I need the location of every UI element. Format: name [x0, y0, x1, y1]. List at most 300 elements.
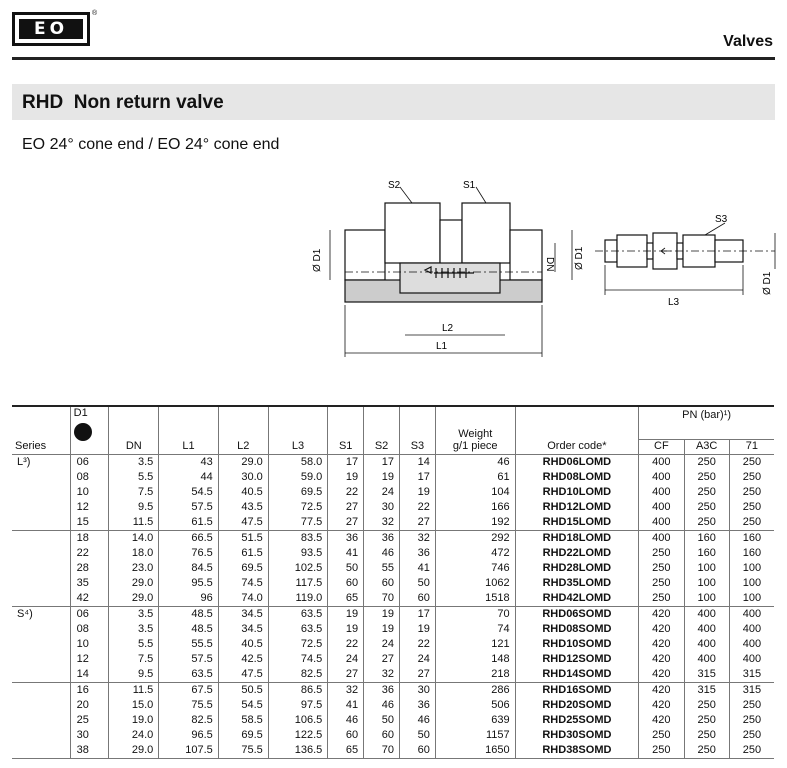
- cell-s2: 55: [364, 561, 400, 576]
- cell-d1: 08: [70, 622, 109, 637]
- cell-pn-cf: 250: [639, 743, 684, 759]
- cell-order-code: RHD38SOMD: [515, 743, 639, 759]
- cell-pn-cf: 400: [639, 531, 684, 547]
- cell-series: [12, 713, 70, 728]
- cell-series: [12, 698, 70, 713]
- cell-order-code: RHD14SOMD: [515, 667, 639, 683]
- cell-d1: 15: [70, 515, 109, 531]
- cell-s2: 17: [364, 455, 400, 471]
- cell-l1: 55.5: [159, 637, 218, 652]
- cell-pn-a3c: 250: [684, 500, 729, 515]
- cell-pn-cf: 400: [639, 485, 684, 500]
- cell-s1: 19: [328, 470, 364, 485]
- logo-text: EO: [19, 19, 83, 39]
- eo-logo: [12, 12, 90, 46]
- cell-s1: 32: [328, 683, 364, 699]
- cell-series: [12, 683, 70, 699]
- cell-weight: 74: [435, 622, 515, 637]
- cell-s1: 27: [328, 515, 364, 531]
- table-row: [12, 485, 774, 500]
- cell-pn-71: 250: [729, 485, 774, 500]
- cell-series: [12, 470, 70, 485]
- cell-dn: 15.0: [109, 698, 159, 713]
- cell-l3: 136.5: [268, 743, 327, 759]
- cell-s3: 27: [400, 667, 436, 683]
- page-title: RHD Non return valve: [22, 92, 224, 113]
- cell-s1: 22: [328, 637, 364, 652]
- cell-pn-71: 250: [729, 728, 774, 743]
- cell-series: [12, 561, 70, 576]
- cell-s2: 70: [364, 743, 400, 759]
- cell-l3: 72.5: [268, 500, 327, 515]
- table-row: [12, 455, 774, 471]
- cell-l1: 48.5: [159, 622, 218, 637]
- cell-l3: 97.5: [268, 698, 327, 713]
- cell-s1: 46: [328, 713, 364, 728]
- cell-pn-a3c: 250: [684, 455, 729, 471]
- cell-dn: 5.5: [109, 637, 159, 652]
- cell-weight: 1650: [435, 743, 515, 759]
- cell-order-code: RHD10SOMD: [515, 637, 639, 652]
- cell-l2: 69.5: [218, 561, 268, 576]
- cell-dn: 9.5: [109, 667, 159, 683]
- cell-l2: 40.5: [218, 637, 268, 652]
- cell-weight: 121: [435, 637, 515, 652]
- cell-l2: 29.0: [218, 455, 268, 471]
- sectional-view: [345, 203, 542, 302]
- cell-pn-cf: 250: [639, 561, 684, 576]
- cell-s2: 36: [364, 683, 400, 699]
- cell-series: [12, 743, 70, 759]
- cell-l2: 50.5: [218, 683, 268, 699]
- cell-d1: 20: [70, 698, 109, 713]
- cell-l2: 47.5: [218, 515, 268, 531]
- cell-order-code: RHD08SOMD: [515, 622, 639, 637]
- cell-order-code: RHD06SOMD: [515, 607, 639, 623]
- cell-order-code: RHD35LOMD: [515, 576, 639, 591]
- cell-series: [12, 667, 70, 683]
- cell-pn-cf: 400: [639, 500, 684, 515]
- cell-series: [12, 500, 70, 515]
- d1-symbol-icon: [74, 423, 92, 441]
- cell-l2: 54.5: [218, 698, 268, 713]
- cell-s1: 27: [328, 667, 364, 683]
- cell-pn-a3c: 100: [684, 561, 729, 576]
- cell-weight: 1062: [435, 576, 515, 591]
- cell-dn: 3.5: [109, 622, 159, 637]
- cell-weight: 506: [435, 698, 515, 713]
- cell-s3: 30: [400, 683, 436, 699]
- cell-s3: 22: [400, 637, 436, 652]
- page-subtitle: EO 24° cone end / EO 24° cone end: [22, 136, 280, 153]
- table-row: [12, 622, 774, 637]
- cell-l3: 102.5: [268, 561, 327, 576]
- cell-d1: 06: [70, 607, 109, 623]
- cell-l1: 43: [159, 455, 218, 471]
- cell-s1: 65: [328, 591, 364, 607]
- cell-s2: 32: [364, 515, 400, 531]
- cell-pn-cf: 420: [639, 607, 684, 623]
- cell-weight: 61: [435, 470, 515, 485]
- cell-s2: 60: [364, 728, 400, 743]
- cell-pn-a3c: 250: [684, 515, 729, 531]
- cell-pn-a3c: 400: [684, 622, 729, 637]
- cell-pn-a3c: 250: [684, 698, 729, 713]
- cell-s3: 22: [400, 500, 436, 515]
- cell-s2: 24: [364, 485, 400, 500]
- cell-l3: 93.5: [268, 546, 327, 561]
- cell-series: L³): [17, 456, 31, 468]
- label-dn: DN: [544, 257, 555, 272]
- cell-dn: 7.5: [109, 652, 159, 667]
- cell-dn: 14.0: [109, 531, 159, 547]
- cell-l1: 96: [159, 591, 218, 607]
- cell-d1: 35: [70, 576, 109, 591]
- cell-dn: 29.0: [109, 591, 159, 607]
- cell-s1: 19: [328, 607, 364, 623]
- cell-l1: 67.5: [159, 683, 218, 699]
- cell-l3: 117.5: [268, 576, 327, 591]
- cell-l3: 58.0: [268, 455, 327, 471]
- cell-d1: 14: [70, 667, 109, 683]
- table-row: [12, 515, 774, 531]
- cell-series: [12, 622, 70, 637]
- cell-d1: 42: [70, 591, 109, 607]
- cell-pn-a3c: 315: [684, 667, 729, 683]
- cell-s1: 60: [328, 576, 364, 591]
- cell-series: [12, 531, 70, 547]
- label-d1-mid: Ø D1: [574, 246, 585, 270]
- cell-pn-a3c: 250: [684, 470, 729, 485]
- title-bar: [12, 84, 775, 120]
- cell-pn-cf: 400: [639, 470, 684, 485]
- cell-l3: 83.5: [268, 531, 327, 547]
- cell-d1: 12: [70, 652, 109, 667]
- cell-s1: 24: [328, 652, 364, 667]
- label-d1-right: Ø D1: [762, 271, 773, 295]
- cell-weight: 70: [435, 607, 515, 623]
- cell-l2: 58.5: [218, 713, 268, 728]
- cell-l1: 61.5: [159, 515, 218, 531]
- cell-l2: 34.5: [218, 622, 268, 637]
- cell-d1: 16: [70, 683, 109, 699]
- cell-order-code: RHD10LOMD: [515, 485, 639, 500]
- label-s1: S1: [463, 180, 476, 191]
- col-cf: CF: [639, 440, 684, 455]
- cell-s1: 41: [328, 698, 364, 713]
- table-row: [12, 561, 774, 576]
- cell-d1: 18: [70, 531, 109, 547]
- cell-pn-cf: 420: [639, 622, 684, 637]
- label-l1: L1: [436, 341, 448, 352]
- cell-s2: 27: [364, 652, 400, 667]
- cell-order-code: RHD06LOMD: [515, 455, 639, 471]
- cell-s2: 50: [364, 713, 400, 728]
- cell-order-code: RHD15LOMD: [515, 515, 639, 531]
- cell-pn-71: 100: [729, 576, 774, 591]
- cell-pn-cf: 250: [639, 728, 684, 743]
- cell-pn-71: 400: [729, 607, 774, 623]
- col-pn: PN (bar)¹): [639, 406, 774, 440]
- cell-series: [12, 576, 70, 591]
- cell-dn: 23.0: [109, 561, 159, 576]
- registered-mark: ®: [92, 10, 98, 17]
- cell-dn: 7.5: [109, 485, 159, 500]
- cell-dn: 29.0: [109, 743, 159, 759]
- cell-pn-cf: 250: [639, 591, 684, 607]
- cell-l2: 61.5: [218, 546, 268, 561]
- table-body: [12, 455, 774, 759]
- weight-label-2: g/1 piece: [452, 440, 498, 452]
- cell-l1: 76.5: [159, 546, 218, 561]
- cell-pn-71: 100: [729, 591, 774, 607]
- cell-pn-a3c: 250: [684, 485, 729, 500]
- cell-d1: 12: [70, 500, 109, 515]
- cell-l2: 34.5: [218, 607, 268, 623]
- header-rule: [12, 57, 775, 60]
- cell-l1: 54.5: [159, 485, 218, 500]
- cell-pn-71: 250: [729, 500, 774, 515]
- cell-pn-cf: 420: [639, 698, 684, 713]
- cell-s3: 14: [400, 455, 436, 471]
- table-row: [12, 637, 774, 652]
- cell-d1: 06: [70, 455, 109, 471]
- cell-order-code: RHD42LOMD: [515, 591, 639, 607]
- cell-pn-cf: 400: [639, 455, 684, 471]
- cell-pn-cf: 400: [639, 515, 684, 531]
- cell-weight: 104: [435, 485, 515, 500]
- col-s2: S2: [364, 406, 400, 455]
- table-row: [12, 728, 774, 743]
- cell-d1: 22: [70, 546, 109, 561]
- cell-dn: 19.0: [109, 713, 159, 728]
- cell-weight: 1518: [435, 591, 515, 607]
- cell-s3: 50: [400, 728, 436, 743]
- cell-pn-71: 160: [729, 531, 774, 547]
- cell-order-code: RHD30SOMD: [515, 728, 639, 743]
- cell-s2: 36: [364, 531, 400, 547]
- cell-series: [12, 652, 70, 667]
- cell-series: [12, 591, 70, 607]
- col-d1: [70, 406, 109, 455]
- cell-pn-a3c: 400: [684, 652, 729, 667]
- cell-order-code: RHD08LOMD: [515, 470, 639, 485]
- cell-l3: 63.5: [268, 622, 327, 637]
- cell-l2: 74.0: [218, 591, 268, 607]
- table-row: [12, 576, 774, 591]
- table-row: [12, 546, 774, 561]
- weight-label-1: Weight: [458, 428, 493, 440]
- cell-l1: 66.5: [159, 531, 218, 547]
- cell-pn-71: 250: [729, 743, 774, 759]
- cell-d1: 30: [70, 728, 109, 743]
- table-row: [12, 743, 774, 759]
- cell-s2: 60: [364, 576, 400, 591]
- cell-weight: 292: [435, 531, 515, 547]
- cell-pn-71: 250: [729, 470, 774, 485]
- cell-l3: 86.5: [268, 683, 327, 699]
- cell-pn-a3c: 400: [684, 637, 729, 652]
- cell-pn-71: 400: [729, 637, 774, 652]
- col-series: Series: [12, 406, 70, 455]
- cell-weight: 639: [435, 713, 515, 728]
- cell-d1: 10: [70, 485, 109, 500]
- cell-pn-a3c: 250: [684, 743, 729, 759]
- col-s3: S3: [400, 406, 436, 455]
- cell-order-code: RHD18LOMD: [515, 531, 639, 547]
- label-l3: L3: [668, 297, 680, 308]
- cell-l1: 48.5: [159, 607, 218, 623]
- cell-order-code: RHD16SOMD: [515, 683, 639, 699]
- cell-s3: 50: [400, 576, 436, 591]
- cell-l3: 59.0: [268, 470, 327, 485]
- cell-dn: 11.5: [109, 683, 159, 699]
- col-dn: DN: [109, 406, 159, 455]
- cell-pn-a3c: 100: [684, 591, 729, 607]
- table-row: [12, 713, 774, 728]
- cell-s2: 70: [364, 591, 400, 607]
- cell-d1: 28: [70, 561, 109, 576]
- cell-l1: 82.5: [159, 713, 218, 728]
- cell-weight: 166: [435, 500, 515, 515]
- cell-series: S⁴): [12, 607, 70, 623]
- cell-weight: 192: [435, 515, 515, 531]
- cell-s2: 19: [364, 470, 400, 485]
- table-row: [12, 500, 774, 515]
- cell-dn: 24.0: [109, 728, 159, 743]
- cell-s3: 36: [400, 698, 436, 713]
- cell-weight: 46: [435, 455, 515, 471]
- cell-order-code: RHD12LOMD: [515, 500, 639, 515]
- col-71: 71: [729, 440, 774, 455]
- cell-l2: 30.0: [218, 470, 268, 485]
- cell-s1: 41: [328, 546, 364, 561]
- cell-pn-71: 250: [729, 515, 774, 531]
- cell-l1: 57.5: [159, 500, 218, 515]
- cell-l2: 75.5: [218, 743, 268, 759]
- cell-s3: 17: [400, 607, 436, 623]
- cell-weight: 148: [435, 652, 515, 667]
- cell-pn-a3c: 315: [684, 683, 729, 699]
- cell-s3: 41: [400, 561, 436, 576]
- table-row: [12, 698, 774, 713]
- cell-pn-cf: 250: [639, 546, 684, 561]
- cell-pn-a3c: 250: [684, 728, 729, 743]
- cell-l1: 96.5: [159, 728, 218, 743]
- cell-d1: 08: [70, 470, 109, 485]
- cell-series: [12, 485, 70, 500]
- table-row: [12, 683, 774, 699]
- table-row: [12, 607, 774, 623]
- cell-d1: 10: [70, 637, 109, 652]
- cell-weight: 286: [435, 683, 515, 699]
- cell-dn: 3.5: [109, 607, 159, 623]
- cell-s1: 17: [328, 455, 364, 471]
- cell-series: [12, 546, 70, 561]
- cell-pn-cf: 420: [639, 713, 684, 728]
- cell-series: [12, 728, 70, 743]
- section-label: Valves: [723, 33, 773, 50]
- cell-pn-cf: 420: [639, 667, 684, 683]
- cell-d1: 25: [70, 713, 109, 728]
- cell-l3: 63.5: [268, 607, 327, 623]
- cell-s3: 36: [400, 546, 436, 561]
- dimensions-table: [12, 405, 774, 759]
- cell-l3: 72.5: [268, 637, 327, 652]
- col-a3c: A3C: [684, 440, 729, 455]
- table-row: [12, 667, 774, 683]
- table-row: [12, 531, 774, 547]
- cell-l3: 122.5: [268, 728, 327, 743]
- cell-l3: 119.0: [268, 591, 327, 607]
- cell-l2: 43.5: [218, 500, 268, 515]
- cell-s3: 19: [400, 485, 436, 500]
- d1-label: D1: [73, 407, 88, 419]
- cell-s3: 24: [400, 652, 436, 667]
- cell-l1: 107.5: [159, 743, 218, 759]
- cell-l1: 75.5: [159, 698, 218, 713]
- cell-dn: 3.5: [109, 455, 159, 471]
- cell-pn-71: 250: [729, 713, 774, 728]
- cell-l2: 74.5: [218, 576, 268, 591]
- table-row: [12, 591, 774, 607]
- outline-view: [605, 233, 743, 269]
- cell-s1: 65: [328, 743, 364, 759]
- cell-s3: 19: [400, 622, 436, 637]
- cell-pn-71: 250: [729, 455, 774, 471]
- cell-s1: 60: [328, 728, 364, 743]
- cell-pn-71: 100: [729, 561, 774, 576]
- cell-pn-71: 400: [729, 652, 774, 667]
- valve-drawing: [300, 175, 787, 375]
- cell-l2: 40.5: [218, 485, 268, 500]
- col-weight: [435, 406, 515, 455]
- cell-l2: 69.5: [218, 728, 268, 743]
- cell-d1: 38: [70, 743, 109, 759]
- cell-s3: 60: [400, 591, 436, 607]
- cell-pn-a3c: 400: [684, 607, 729, 623]
- cell-pn-a3c: 160: [684, 531, 729, 547]
- cell-s2: 46: [364, 546, 400, 561]
- table-row: [12, 470, 774, 485]
- cell-l1: 84.5: [159, 561, 218, 576]
- cell-l3: 77.5: [268, 515, 327, 531]
- cell-s3: 46: [400, 713, 436, 728]
- cell-dn: 9.5: [109, 500, 159, 515]
- cell-l3: 69.5: [268, 485, 327, 500]
- cell-pn-71: 400: [729, 622, 774, 637]
- cell-l2: 47.5: [218, 667, 268, 683]
- cell-l2: 42.5: [218, 652, 268, 667]
- cell-order-code: RHD22LOMD: [515, 546, 639, 561]
- col-l1: L1: [159, 406, 218, 455]
- label-s2: S2: [388, 180, 401, 191]
- cell-dn: 29.0: [109, 576, 159, 591]
- cell-s3: 17: [400, 470, 436, 485]
- col-l2: L2: [218, 406, 268, 455]
- col-l3: L3: [268, 406, 327, 455]
- cell-s3: 27: [400, 515, 436, 531]
- cell-l3: 74.5: [268, 652, 327, 667]
- cell-s3: 32: [400, 531, 436, 547]
- cell-s2: 30: [364, 500, 400, 515]
- cell-l1: 63.5: [159, 667, 218, 683]
- cell-s2: 32: [364, 667, 400, 683]
- cell-l3: 106.5: [268, 713, 327, 728]
- cell-weight: 1157: [435, 728, 515, 743]
- cell-dn: 5.5: [109, 470, 159, 485]
- cell-s2: 46: [364, 698, 400, 713]
